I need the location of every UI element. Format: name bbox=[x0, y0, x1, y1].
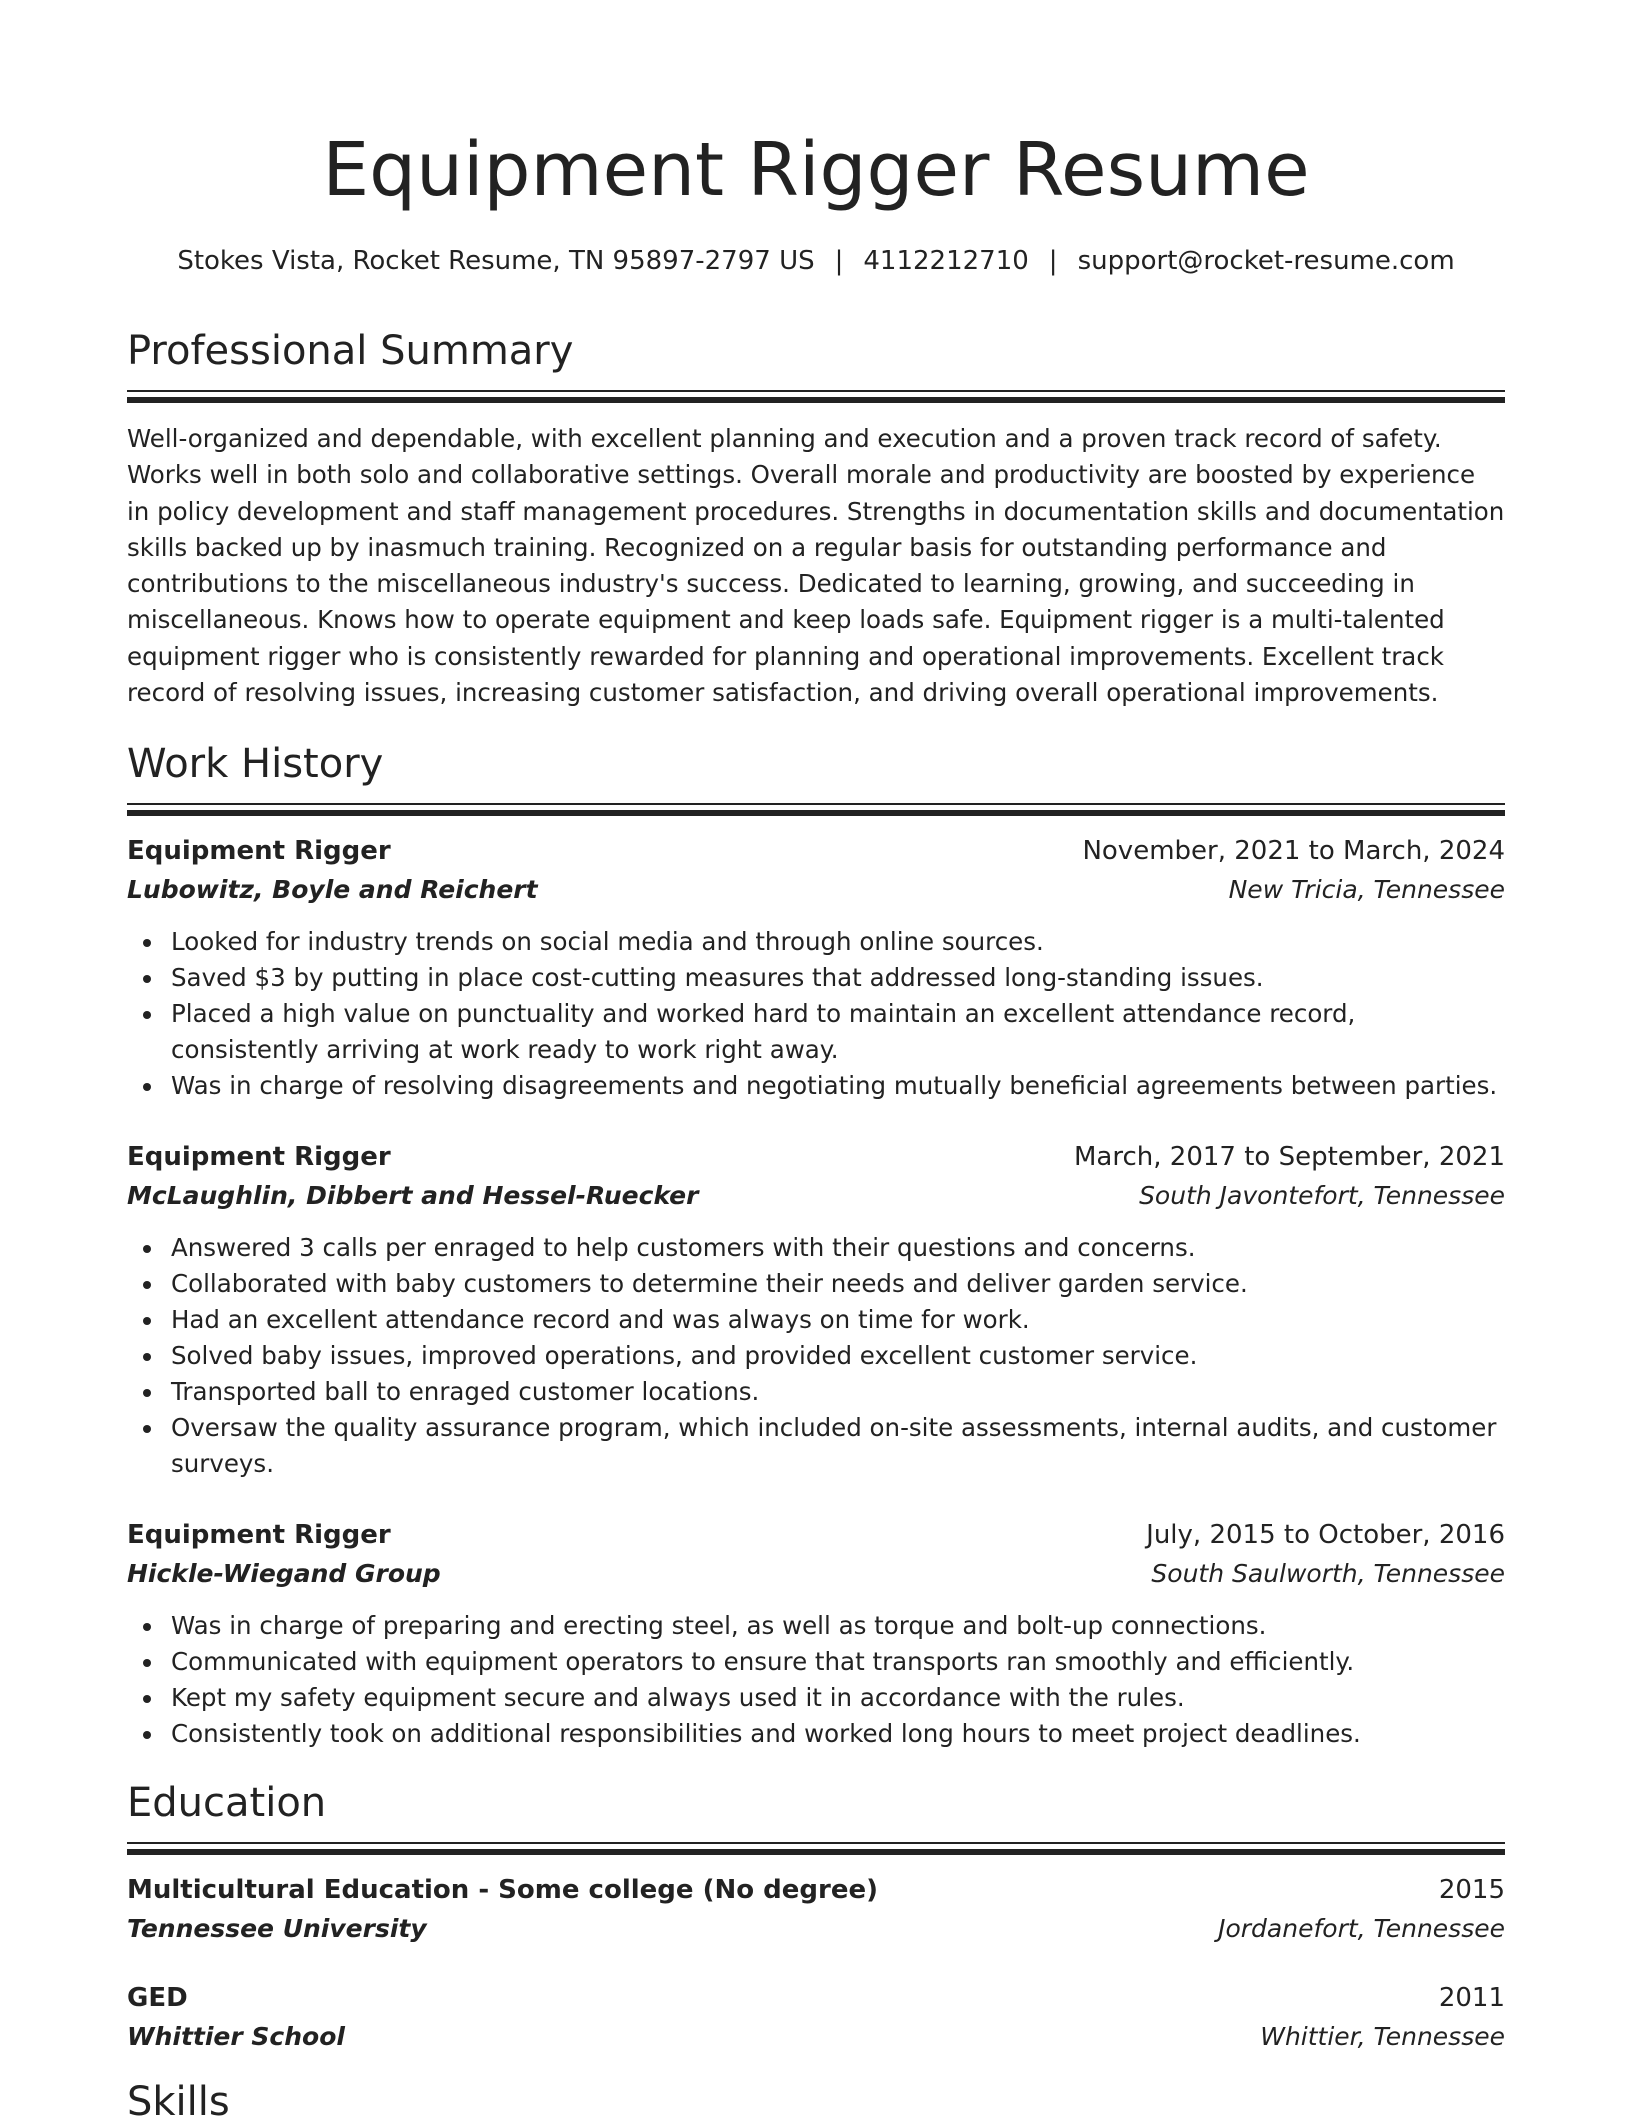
job-dates: March, 2017 to September, 2021 bbox=[1074, 1142, 1505, 1173]
section-heading: Professional Summary bbox=[127, 328, 574, 374]
job-location: New Tricia, Tennessee bbox=[1228, 875, 1505, 905]
company-name: Lubowitz, Boyle and Reichert bbox=[127, 875, 538, 905]
degree-name: GED bbox=[127, 1983, 188, 2014]
graduation-year: 2011 bbox=[1438, 1983, 1505, 2014]
bullet-item: Collaborated with baby customers to determine their needs and deliver garden service. bbox=[171, 1266, 1505, 1302]
section-divider bbox=[127, 390, 1505, 403]
section-divider bbox=[127, 1842, 1505, 1855]
bullet-item: Answered 3 calls per enraged to help customers with their questions and concerns. bbox=[171, 1230, 1505, 1266]
job-title: Equipment Rigger bbox=[127, 1520, 391, 1551]
job-bullets bbox=[127, 1230, 1505, 1482]
job-title: Equipment Rigger bbox=[127, 1142, 391, 1173]
school-location: Whittier, Tennessee bbox=[1260, 2022, 1505, 2052]
school-name: Tennessee University bbox=[127, 1914, 427, 1944]
contact-phone: 4112212710 bbox=[863, 246, 1029, 276]
job-entry bbox=[127, 832, 1505, 1104]
bullet-item: Solved baby issues, improved operations, and provided excellent customer service. bbox=[171, 1338, 1505, 1374]
section-heading: Skills bbox=[127, 2079, 230, 2126]
job-entry bbox=[127, 1516, 1505, 1752]
bullet-item: Was in charge of resolving disagreements and negotiating mutually beneficial agreements between parties. bbox=[171, 1068, 1505, 1104]
company-name: Hickle-Wiegand Group bbox=[127, 1559, 441, 1589]
resume-title: Equipment Rigger Resume bbox=[322, 127, 1310, 213]
bullet-item: Saved $3 by putting in place cost-cutting measures that addressed long-standing issues. bbox=[171, 960, 1505, 996]
bullet-item: Transported ball to enraged customer locations. bbox=[171, 1374, 1505, 1410]
contact-line bbox=[127, 244, 1505, 278]
job-location: South Saulworth, Tennessee bbox=[1151, 1559, 1505, 1589]
job-location: South Javontefort, Tennessee bbox=[1139, 1181, 1505, 1211]
professional-summary-section bbox=[127, 326, 1505, 711]
bullet-item: Kept my safety equipment secure and always used it in accordance with the rules. bbox=[171, 1680, 1505, 1716]
bullet-item: Looked for industry trends on social media and through online sources. bbox=[171, 924, 1505, 960]
bullet-item: Communicated with equipment operators to ensure that transports ran smoothly and efficiently. bbox=[171, 1644, 1505, 1680]
contact-separator: | bbox=[834, 246, 844, 276]
section-divider bbox=[127, 803, 1505, 816]
degree-name: Multicultural Education - Some college (No degree) bbox=[127, 1875, 878, 1906]
bullet-item: Had an excellent attendance record and was always on time for work. bbox=[171, 1302, 1505, 1338]
skills-section bbox=[127, 2077, 1505, 2127]
contact-address: Stokes Vista, Rocket Resume, TN 95897-2797 US bbox=[177, 246, 815, 276]
bullet-item: Consistently took on additional responsibilities and worked long hours to meet project deadlines. bbox=[171, 1716, 1505, 1752]
education-entry bbox=[127, 1871, 1505, 1949]
job-bullets bbox=[127, 924, 1505, 1104]
contact-email: support@rocket-resume.com bbox=[1077, 246, 1455, 276]
job-dates: November, 2021 to March, 2024 bbox=[1082, 836, 1505, 867]
school-location: Jordanefort, Tennessee bbox=[1218, 1914, 1505, 1944]
company-name: McLaughlin, Dibbert and Hessel-Ruecker bbox=[127, 1181, 699, 1211]
education-entry bbox=[127, 1979, 1505, 2057]
bullet-item: Placed a high value on punctuality and worked hard to maintain an excellent attendance record, consistently arriving at work ready to work right away. bbox=[171, 996, 1505, 1068]
job-entry bbox=[127, 1138, 1505, 1482]
education-section bbox=[127, 1778, 1505, 2057]
work-history-section bbox=[127, 739, 1505, 1752]
job-bullets bbox=[127, 1608, 1505, 1752]
job-title: Equipment Rigger bbox=[127, 836, 391, 867]
section-heading: Education bbox=[127, 1780, 327, 1827]
bullet-item: Oversaw the quality assurance program, which included on-site assessments, internal audits, and customer surveys. bbox=[171, 1410, 1505, 1482]
bullet-item: Was in charge of preparing and erecting steel, as well as torque and bolt-up connections. bbox=[171, 1608, 1505, 1644]
contact-separator: | bbox=[1048, 246, 1058, 276]
summary-text: Well-organized and dependable, with excellent planning and execution and a proven track record of safety. Works well in both solo and collaborative settings. Overall morale and productivity are boosted by experience in policy development and staff management procedures. Strengths in documentation skills and documentation skills backed up by inasmuch training. Recognized on a regular basis for outstanding performance and contributions to the miscellaneous industry's success. Dedicated to learning, growing, and succeeding in miscellaneous. Knows how to operate equipment and keep loads safe. Equipment rigger is a multi-talented equipment rigger who is consistently rewarded for planning and operational improvements. Excellent track record of resolving issues, increasing customer satisfaction, and driving overall operational improvements. bbox=[127, 424, 1505, 708]
graduation-year: 2015 bbox=[1438, 1875, 1505, 1906]
job-dates: July, 2015 to October, 2016 bbox=[1146, 1520, 1505, 1551]
school-name: Whittier School bbox=[127, 2022, 345, 2052]
section-heading: Work History bbox=[127, 741, 384, 788]
